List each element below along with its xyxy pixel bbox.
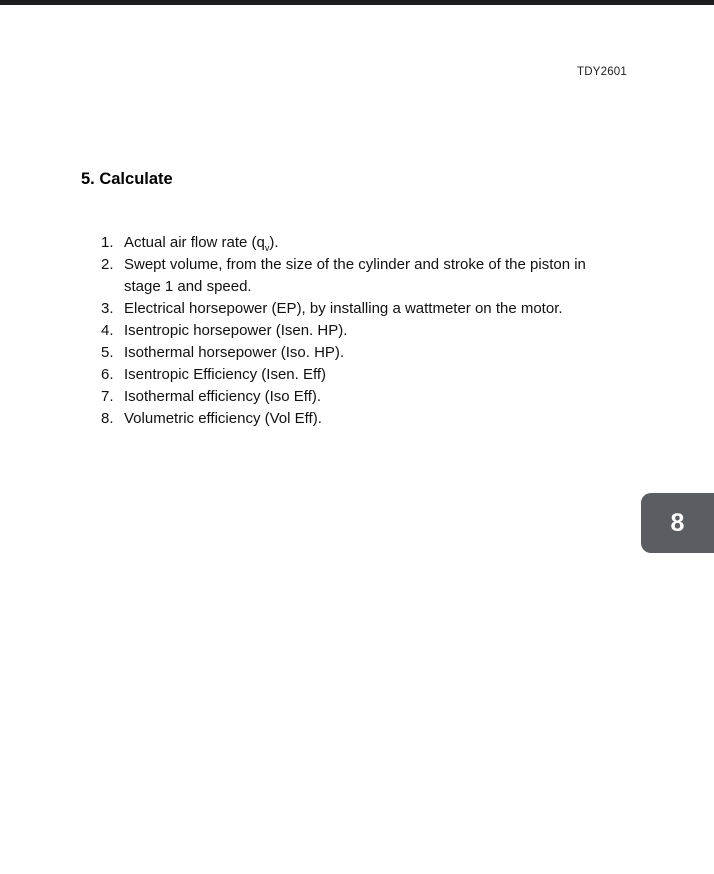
list-item-text: Actual air flow rate (q bbox=[124, 234, 265, 251]
list-item bbox=[101, 232, 621, 254]
list-item-number: 1. bbox=[101, 234, 114, 251]
document-code: TDY2601 bbox=[577, 66, 627, 78]
list-item-number: 6. bbox=[101, 366, 114, 383]
list-item bbox=[101, 364, 621, 386]
list-item bbox=[101, 342, 621, 364]
list-item-number: 3. bbox=[101, 300, 114, 317]
top-bar bbox=[0, 0, 714, 5]
list-item bbox=[101, 386, 621, 408]
page-number-tab bbox=[641, 493, 714, 553]
list-item-text: Isothermal horsepower (Iso. HP). bbox=[124, 344, 345, 361]
list-item-number: 4. bbox=[101, 322, 114, 339]
list-item bbox=[101, 320, 621, 342]
list-item bbox=[101, 254, 621, 298]
list-item-text: Isothermal efficiency (Iso Eff). bbox=[124, 388, 322, 405]
page-number: 8 bbox=[670, 508, 685, 537]
list-item-subscript: v bbox=[264, 243, 270, 253]
list-item-text: Electrical horsepower (EP), by installing a wattmeter on the motor. bbox=[124, 300, 563, 317]
list-item-text: Isentropic Efficiency (Isen. Eff) bbox=[124, 366, 327, 383]
list-item-number: 2. bbox=[101, 256, 114, 273]
section-heading: 5. Calculate bbox=[81, 170, 173, 188]
list-item-text: Isentropic horsepower (Isen. HP). bbox=[124, 322, 348, 339]
list-item-number: 7. bbox=[101, 388, 114, 405]
calculation-list bbox=[101, 232, 621, 430]
list-item-number: 5. bbox=[101, 344, 114, 361]
list-item-suffix: ). bbox=[269, 234, 279, 251]
list-item-number: 8. bbox=[101, 410, 114, 427]
list-item-text: Volumetric efficiency (Vol Eff). bbox=[124, 410, 322, 427]
list-item bbox=[101, 408, 621, 430]
list-item-text: Swept volume, from the size of the cylinder and stroke of the piston in stage 1 and speed. bbox=[124, 256, 586, 295]
list-item bbox=[101, 298, 621, 320]
